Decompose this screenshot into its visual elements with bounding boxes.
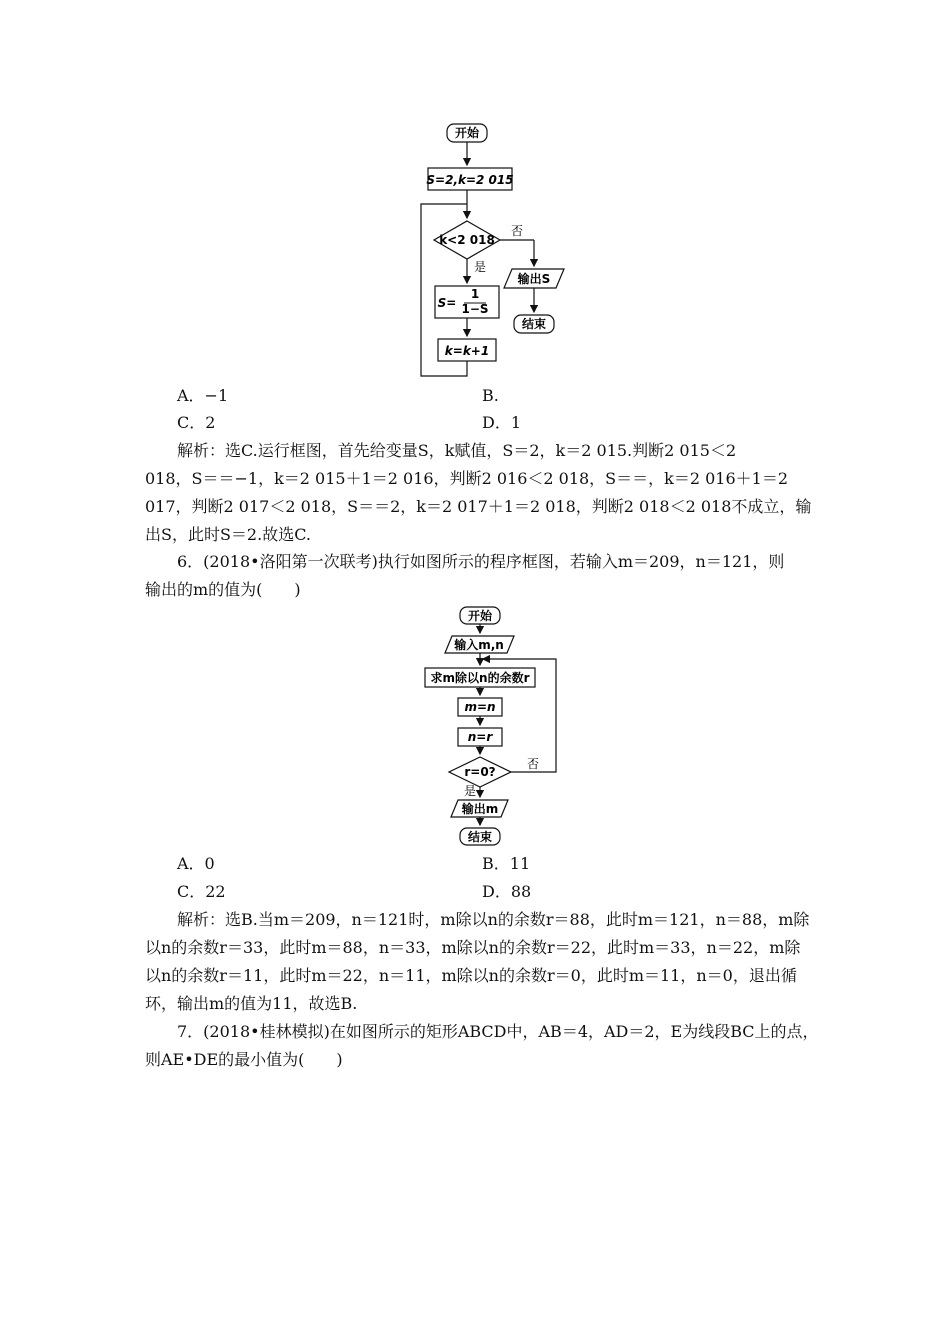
q6-stem-line-1: 6．(2018•洛阳第一次联考)执行如图所示的程序框图，若输入m＝209，n＝121，则 xyxy=(177,552,785,571)
fc2-no-label: 否 xyxy=(526,757,540,771)
q5-option-a: A．−1 xyxy=(177,386,229,405)
fc1-output-text: 输出S xyxy=(517,272,551,286)
q5-option-b: B. xyxy=(482,386,499,405)
fc2-input-text: 输入m,n xyxy=(454,638,504,652)
fc2-assign-m-text: m=n xyxy=(464,700,496,714)
q7-stem-line-1: 7．(2018•桂林模拟)在如图所示的矩形ABCD中，AB＝4，AD＝2，E为线段BC上的点， xyxy=(177,1022,819,1041)
fc1-end-text: 结束 xyxy=(521,317,547,331)
q5-analysis-line-3: 017，判断2 017＜2 018，S＝＝2，k＝2 017＋1＝2 018，判断2 018＜2 018不成立，输 xyxy=(145,497,812,516)
fc1-assign-prefix: S= xyxy=(437,296,457,310)
q6-option-b: B．11 xyxy=(482,854,531,873)
fc1-condition-text: k<2 018 xyxy=(439,233,495,247)
q5-option-c: C．2 xyxy=(177,413,216,432)
q6-stem-line-2: 输出的m的值为( ) xyxy=(145,580,301,599)
q7-stem-line-2: 则AE•DE的最小值为( ) xyxy=(145,1050,343,1069)
q6-option-a: A．0 xyxy=(177,854,215,873)
q6-analysis-line-4: 环，输出m的值为11，故选B. xyxy=(145,994,358,1013)
fc2-assign-n-text: n=r xyxy=(467,730,493,744)
q6-option-d: D．88 xyxy=(482,882,532,901)
q6-analysis-line-3: 以n的余数r＝11，此时m＝22，n＝11，m除以n的余数r＝0，此时m＝11，n＝0，退出循 xyxy=(145,966,797,985)
fc2-start-text: 开始 xyxy=(467,609,493,623)
fc2-remainder-text: 求m除以n的余数r xyxy=(430,671,530,685)
q5-analysis-line-2: 018，S＝＝−1，k＝2 015＋1＝2 016，判断2 016＜2 018，S＝＝，k＝2 016＋1＝2 xyxy=(145,469,789,488)
q6-option-c: C．22 xyxy=(177,882,226,901)
q6-analysis-line-1: 解析：选B.当m＝209，n＝121时，m除以n的余数r＝88，此时m＝121，n＝88，m除 xyxy=(177,910,810,929)
fc2-condition-text: r=0? xyxy=(464,765,496,779)
fc2-output-text: 输出m xyxy=(461,802,499,816)
flowchart-1 xyxy=(400,115,580,385)
fc1-start-text: 开始 xyxy=(454,126,480,140)
fc1-assign-denominator: 1−S xyxy=(461,302,489,316)
fc2-yes-label: 是 xyxy=(463,784,477,798)
fc1-increment-text: k=k+1 xyxy=(444,344,490,358)
fc1-assign-numerator: 1 xyxy=(470,287,480,301)
q6-analysis-line-2: 以n的余数r＝33，此时m＝88，n＝33，m除以n的余数r＝22，此时m＝33，n＝22，m除 xyxy=(145,938,801,957)
q5-analysis-line-4: 出S，此时S＝2.故选C. xyxy=(145,525,311,544)
fc1-yes-label: 是 xyxy=(473,260,487,274)
fc1-init-text: S=2,k=2 015 xyxy=(426,173,514,187)
fc1-no-label: 否 xyxy=(510,224,524,238)
q5-analysis-line-1: 解析：选C.运行框图，首先给变量S，k赋值，S＝2，k＝2 015.判断2 015＜2 xyxy=(177,441,737,460)
fc2-end-text: 结束 xyxy=(467,830,493,844)
flowchart-2 xyxy=(415,602,565,850)
q5-option-d: D．1 xyxy=(482,413,522,432)
